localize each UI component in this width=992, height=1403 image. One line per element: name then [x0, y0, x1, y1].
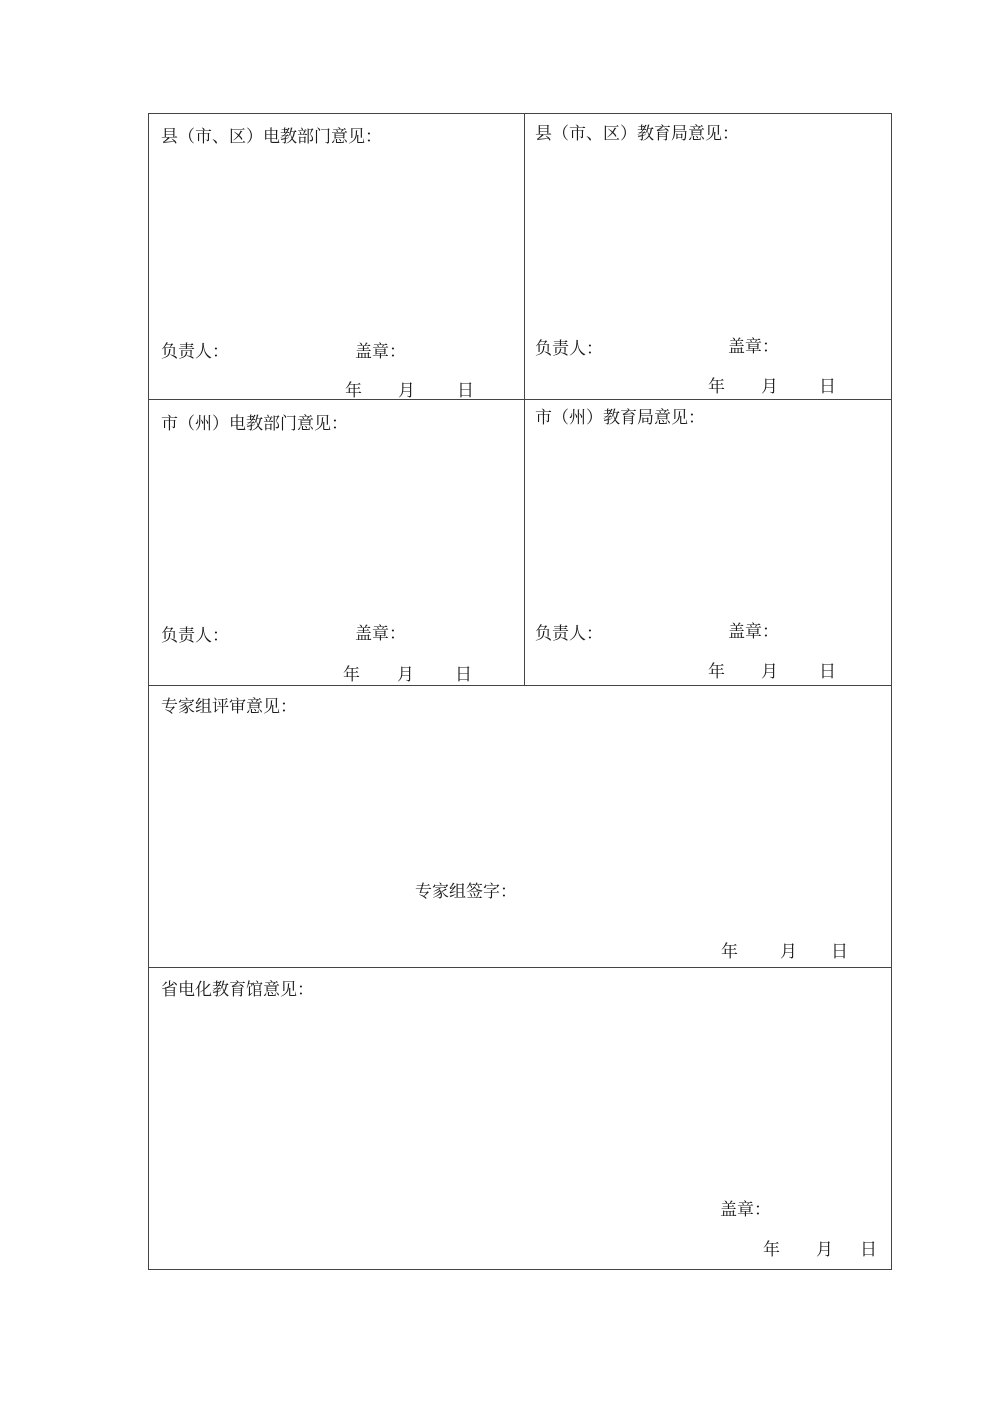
province-center-cell [148, 967, 892, 1270]
month-label: 月 [398, 381, 415, 401]
year-label: 年 [708, 377, 725, 397]
seal-label: 盖章： [355, 342, 406, 362]
year-label: 年 [721, 942, 738, 962]
month-label: 月 [397, 665, 414, 685]
month-label: 月 [780, 942, 797, 962]
month-label: 月 [761, 662, 778, 682]
city-edu-dept-cell [148, 399, 525, 686]
person-in-charge-label: 负责人： [161, 626, 229, 646]
county-edu-bureau-cell [524, 113, 892, 400]
seal-label: 盖章： [355, 624, 406, 644]
section-title: 市（州）电教部门意见： [161, 414, 348, 434]
section-title: 专家组评审意见： [161, 697, 297, 717]
month-label: 月 [761, 377, 778, 397]
city-edu-bureau-cell [524, 399, 892, 686]
section-title: 县（市、区）电教部门意见： [161, 127, 382, 147]
seal-label: 盖章： [728, 622, 779, 642]
day-label: 日 [455, 665, 472, 685]
day-label: 日 [819, 662, 836, 682]
month-label: 月 [816, 1240, 833, 1260]
approval-form [148, 113, 892, 1270]
year-label: 年 [345, 381, 362, 401]
day-label: 日 [831, 942, 848, 962]
person-in-charge-label: 负责人： [535, 624, 603, 644]
day-label: 日 [457, 381, 474, 401]
year-label: 年 [343, 665, 360, 685]
expert-signature-label: 专家组签字： [415, 882, 517, 902]
expert-review-cell [148, 685, 892, 968]
seal-label: 盖章： [728, 337, 779, 357]
section-title: 省电化教育馆意见： [161, 980, 314, 1000]
section-title: 县（市、区）教育局意见： [535, 124, 739, 144]
day-label: 日 [860, 1240, 877, 1260]
seal-label: 盖章： [720, 1200, 771, 1220]
day-label: 日 [819, 377, 836, 397]
person-in-charge-label: 负责人： [161, 342, 229, 362]
year-label: 年 [708, 662, 725, 682]
person-in-charge-label: 负责人： [535, 339, 603, 359]
county-edu-dept-cell [148, 113, 525, 400]
section-title: 市（州）教育局意见： [535, 408, 705, 428]
year-label: 年 [763, 1240, 780, 1260]
